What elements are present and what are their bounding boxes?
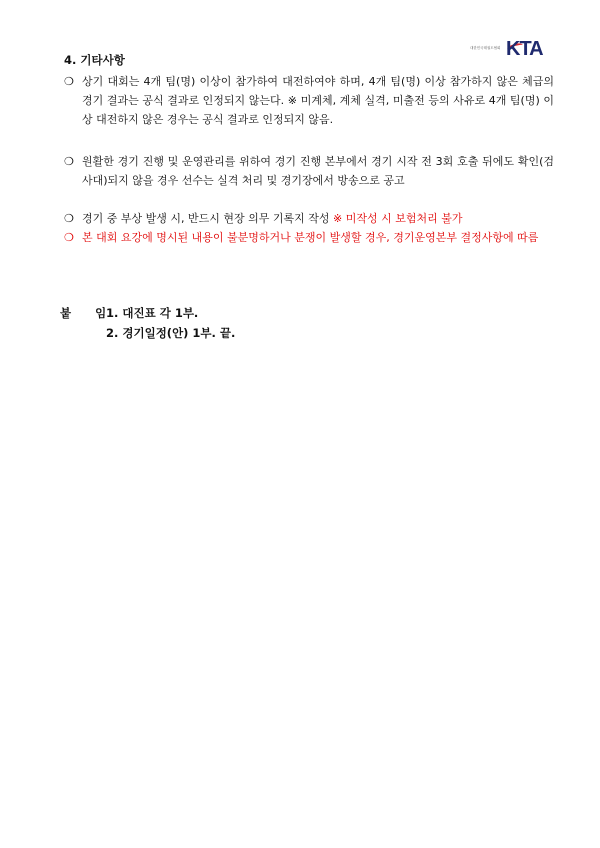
- item-text: 상기 대회는 4개 팀(명) 이상이 참가하여 대전하여야 하며, 4개 팀(명) 이상 참가하지 않은 체급의 경기 결과는 공식 결과로 인정되지 않는다. ※ 미계체, 계체 실격, 미출전 등의 사유로 4개 팀(명) 이상 대전하지 않은 경우는 공식 결과로 인정되지 않음.: [82, 75, 554, 126]
- attachment-line: 2. 경기일정(안) 1부. 끝.: [106, 326, 236, 340]
- section-heading: 4. 기타사항: [64, 53, 125, 67]
- circle-bullet-icon: ❍: [64, 212, 74, 225]
- item-text: 본 대회 요강에 명시된 내용이 불분명하거나 분쟁이 발생할 경우, 경기운영본부 결정사항에 따름: [82, 231, 539, 244]
- circle-bullet-icon: ❍: [64, 75, 74, 88]
- logo-org-name: 대한민국태권도협회: [470, 46, 501, 50]
- list-item: [64, 228, 554, 247]
- attachment-line: 1. 대진표 각 1부.: [106, 306, 199, 320]
- list-item: [64, 209, 554, 228]
- item-text: 경기 중 부상 발생 시, 반드시 현장 의무 기록지 작성: [82, 212, 330, 225]
- list-item: [64, 72, 554, 129]
- kta-logo: [470, 38, 543, 60]
- attachments-label: 붙 임: [60, 306, 117, 320]
- insurance-note: ※ 미작성 시 보험처리 불가: [332, 212, 463, 225]
- item-text: 원활한 경기 진행 및 운영관리를 위하여 경기 진행 본부에서 경기 시작 전 3회 호출 뒤에도 확인(검사대)되지 않을 경우 선수는 실격 처리 및 경기장에서 방송으로 공고: [82, 155, 554, 187]
- circle-bullet-icon: ❍: [64, 231, 74, 244]
- item-text-with-note: [82, 209, 554, 228]
- logo-mark: KTA: [506, 38, 543, 60]
- list-item: [64, 152, 554, 190]
- circle-bullet-icon: ❍: [64, 155, 74, 168]
